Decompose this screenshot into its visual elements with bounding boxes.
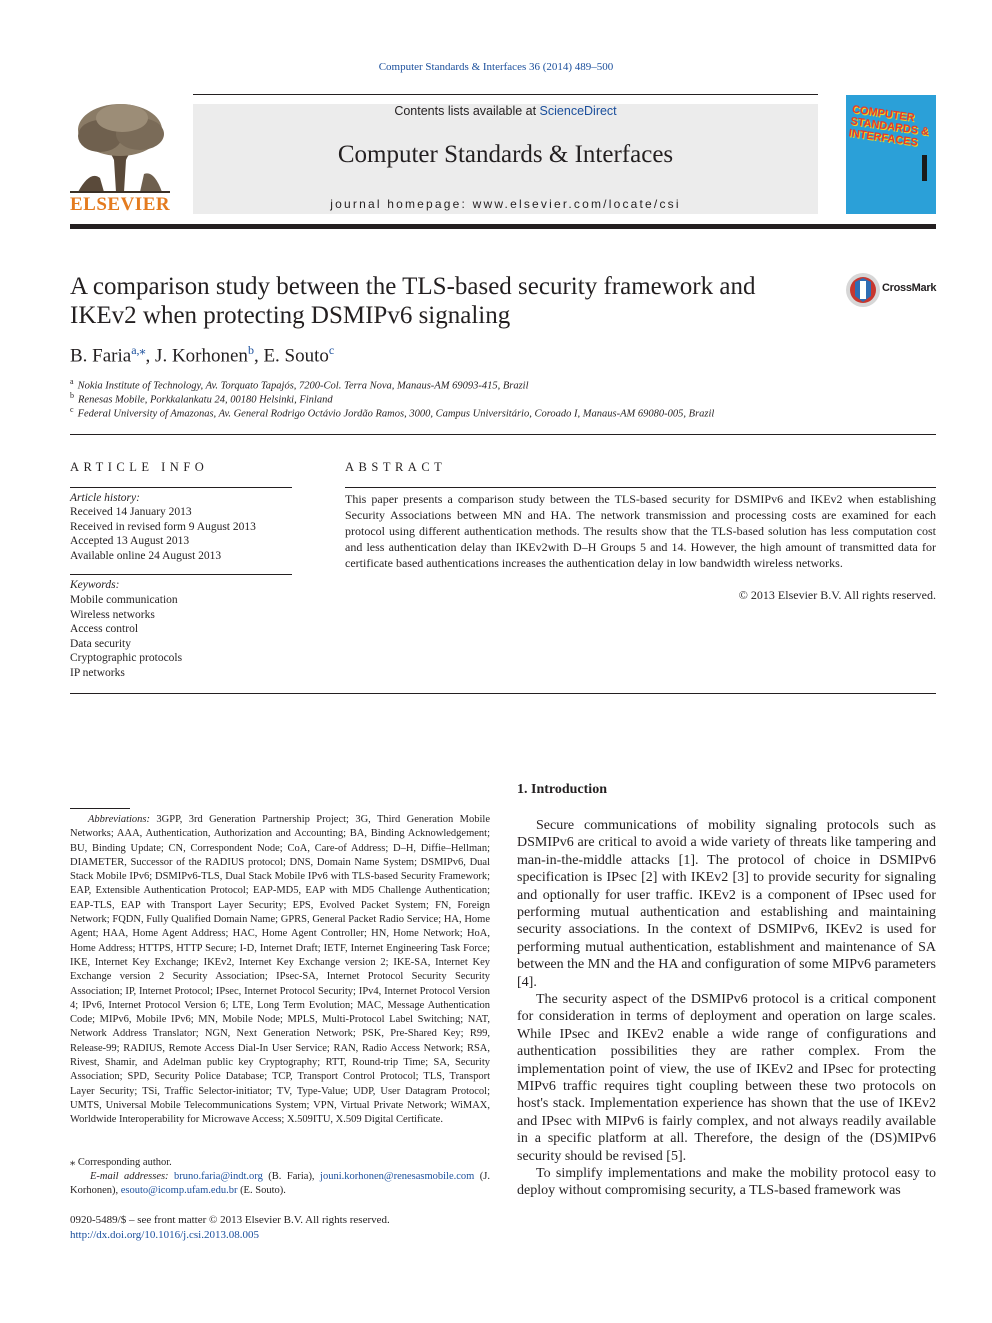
abstract-text: This paper presents a comparison study between the TLS-based security for DSMIPv6 and IKEv2 when establishing Security Associations between MN and HA. The network transmission and processing costs are examined for each protocol using different authentication methods. The results show that the TLS-based solution has less computation cost and less authentication delay than IKEv2with D–H Groups 5 and 14. However, the high amount of transmitted data for certificate based authentications increases the authentication delay in low bandwidth wireless networks. [345,492,936,570]
section-divider-lower [70,693,936,694]
doi-link[interactable]: http://dx.doi.org/10.1016/j.csi.2013.08.005 [70,1228,259,1241]
email-owner: (B. Faria), [262,1171,321,1182]
keywords-rule [70,574,292,575]
article-title: A comparison study between the TLS-based security framework and IKEv2 when protecting DSMIPv6 signaling [70,273,756,329]
abbreviations-footnote [70,813,490,1128]
article-history-list [70,505,256,563]
keyword-item: Wireless networks [70,608,155,621]
keywords-list [70,593,182,680]
author-affiliation-mark[interactable]: a,⁎ [131,343,146,357]
author-affiliation-mark[interactable]: c [328,343,335,357]
abbreviations-label: Abbreviations: [88,814,151,825]
abbreviations-text: 3GPP, 3rd Generation Partnership Project; 3G, Third Generation Mobile Networks; AAA, Authentication, Authorization and Accounting; BA, Binding Acknowledgement; BU, Binding Update; CN, Correspondent Node; CoA, Care-of Address; D–H, Diffie–Hellman; DIAMETER, Successor of the RADIUS protocol; DNS, Domain Name System; DSMIPv6, Dual Stack Mobile IPv6; DSMIPv6-TLS, Dual Stack Mobile IPv6 with TLS-based Security Framework; EAP, Extensible Authentication Protocol; EAP-MD5, EAP with MD5 Challenge Authentication; EAP-TLS, EAP with Transport Layer Security; EPS, Evolved Packet System; FN, Foreign Network; FQDN, Fully Qualified Domain Name; GPRS, General Packet Radio Service; HA, Home Agent; HAA, Home Agent Address; HAC, Home Agent Controller; HN, Home Network; HoA, Home Address; HTTPS, HTTP Secure; I-D, Internet Draft; IETF, Internet Engineering Task Force; IKE, Internet Key Exchange; IKEv2, Internet Key Exchange version 2; IKE-SA, Internet Key Exchange version 2 Security Association; IPsec-SA, Internet Protocol Security Security Association; IP, Internet Protocol; IPsec, Internet Protocol Security; IPv4, Internet Protocol Version 4; IPv6, Internet Protocol Version 6; LTE, Long Term Evolution; MAC, Message Authentication Code; MIPv6, Mobile IPv6; MN, Mobile Node; MPLS, Multi-Protocol Label Switching; NAT, Network Address Translator; NGN, Next Generation Network; PSK, Pre-Shared Key; R99, Release-99; RADIUS, Remote Access Dial-In User Service; RAN, Radio Access Network; RSA, Rivest, Shamir, and Adelman public key Cryptography; RTT, Round-trip Time; SA, Security Association; SPD, Security Police Database; TCP, Transport Control Protocol; TLS, Transport Layer Security; TSi, Traffic Selector-initiator; TV, Type-Value; UDP, User Datagram Protocol; UMTS, Universal Mobile Telecommunications System; VPN, Virtual Private Network; WiMAX, Worldwide Interoperability for Microwave Access; X.509ITU, X.509 Digital Certificate. [70,814,491,1126]
keyword-item: Access control [70,623,139,635]
author-separator: , [145,345,156,367]
cover-title: COMPUTER STANDARDS & INTERFACES [847,103,930,149]
author-name: E. Souto [263,345,329,367]
front-matter [70,1213,390,1242]
affiliation-text: Federal University of Amazonas, Av. General Rodrigo Octávio Jordão Ramos, 3000, Campus Universitário, Coroado I, Manaus-AM 69080-005, Brazil [77,408,715,420]
abstract-heading: ABSTRACT [345,460,447,474]
journal-cover-thumbnail[interactable] [846,95,936,214]
article-info-rule [70,487,292,488]
header-top-rule [193,94,818,95]
author-list [70,343,334,367]
email-label: E-mail addresses: [90,1171,169,1182]
affiliation-mark: a [70,377,74,386]
email-link[interactable]: jouni.korhonen@renesasmobile.com [320,1171,475,1182]
keyword-item: Mobile communication [70,594,178,606]
journal-name: Computer Standards & Interfaces [337,141,674,168]
email-addresses [70,1170,490,1199]
affiliation-b [70,391,333,406]
author-name: B. Faria [70,345,132,367]
contents-line [193,104,818,118]
affiliation-text: Nokia Institute of Technology, Av. Torquato Tapajós, 7200-Col. Terra Nova, Manaus-AM 69093-415, Brazil [77,380,529,392]
affiliation-a [70,377,529,392]
history-item: Received in revised form 9 August 2013 [70,520,256,533]
article-info-heading: ARTICLE INFO [70,460,209,474]
section-divider [70,434,936,435]
email-owner: (E. Souto). [237,1185,286,1197]
sciencedirect-link[interactable]: ScienceDirect [539,104,617,118]
keywords-label: Keywords: [70,579,120,591]
affiliation-mark: b [70,391,74,400]
email-link[interactable]: bruno.faria@indt.org [174,1171,263,1182]
keyword-item: Data security [70,637,131,650]
abstract-rule [345,487,936,488]
tree-icon [70,100,170,194]
crossmark-badge[interactable] [845,272,940,308]
crossmark-icon [845,272,881,308]
journal-citation[interactable]: Computer Standards & Interfaces 36 (2014) 489–500 [378,61,614,73]
elsevier-logo-word: ELSEVIER [70,194,171,215]
history-item: Accepted 13 August 2013 [70,535,190,547]
article-history-label: Article history: [70,492,140,504]
abstract-copyright: © 2013 Elsevier B.V. All rights reserved. [738,588,936,602]
crossmark-label: CrossMark [882,282,937,294]
intro-paragraph-1: Secure communications of mobility signaling protocols such as DSMIPv6 are critical to avoid a wide variety of threats like tampering and man-in-the-middle attacks [1]. The protocol of choice in DSMIPv6 specification is IPsec [2] with IKEv2 [3] to provide security for signaling and optionally for user traffic. IKEv2 is a component of IPsec used for performing mutual authentication and establishing and maintaining security associations. In the context of DSMIPv6, IKEv2 is used for performing mutual authentication, establishment and maintenance of SA between the MN and the HA and configuration of some MIPv6 parameters [4]. [517,818,936,990]
history-item: Received 14 January 2013 [70,506,192,518]
issn-line: 0920-5489/$ – see front matter © 2013 Elsevier B.V. All rights reserved. [70,1214,390,1226]
author-affiliation-mark[interactable]: b [247,343,254,357]
author-separator: , [253,345,264,367]
email-link[interactable]: esouto@icomp.ufam.edu.br [120,1185,238,1197]
intro-paragraph-3: To simplify implementations and make the mobility protocol easy to deploy without compromising security, a TLS-based framework was [517,1166,936,1199]
journal-homepage[interactable]: journal homepage: www.elsevier.com/locate/csi [330,197,681,211]
affiliation-c [70,405,714,420]
affiliation-text: Renesas Mobile, Porkkalankatu 24, 00180 Helsinki, Finland [78,394,333,406]
author-name: J. Korhonen [155,345,248,367]
affiliation-mark: c [70,405,74,414]
history-item: Available online 24 August 2013 [70,549,222,562]
keyword-item: Cryptographic protocols [70,652,183,664]
intro-paragraph-2: The security aspect of the DSMIPv6 protocol is a critical component for consideration in terms of deployment and operation on large scales. While IPsec and IKEv2 enable a wide range of configurations and authentication possibilities they are rather complex. From the implementation point of view, the use of IKEv2 and IPsec for protecting MIPv6 traffic requires tight coupling between these two protocols on host's stack. Implementation experience has shown that the use of IKEv2 and IPsec with MIPv6 is fairly complex, and not always readily available in a specific platform at all. Therefore, the design of the (DS)MIPv6 security should be revised [5]. [517,992,936,1164]
corresponding-author-note: ⁎ Corresponding author. [70,1157,172,1168]
cover-bar [922,155,927,181]
footnote-rule [70,808,130,809]
contents-prefix: Contents lists available at [394,104,540,118]
keyword-item: IP networks [70,666,125,679]
email-owner: (J. Korhonen), [70,1171,491,1197]
introduction-heading: 1. Introduction [517,782,607,797]
header-thick-rule [70,224,936,229]
